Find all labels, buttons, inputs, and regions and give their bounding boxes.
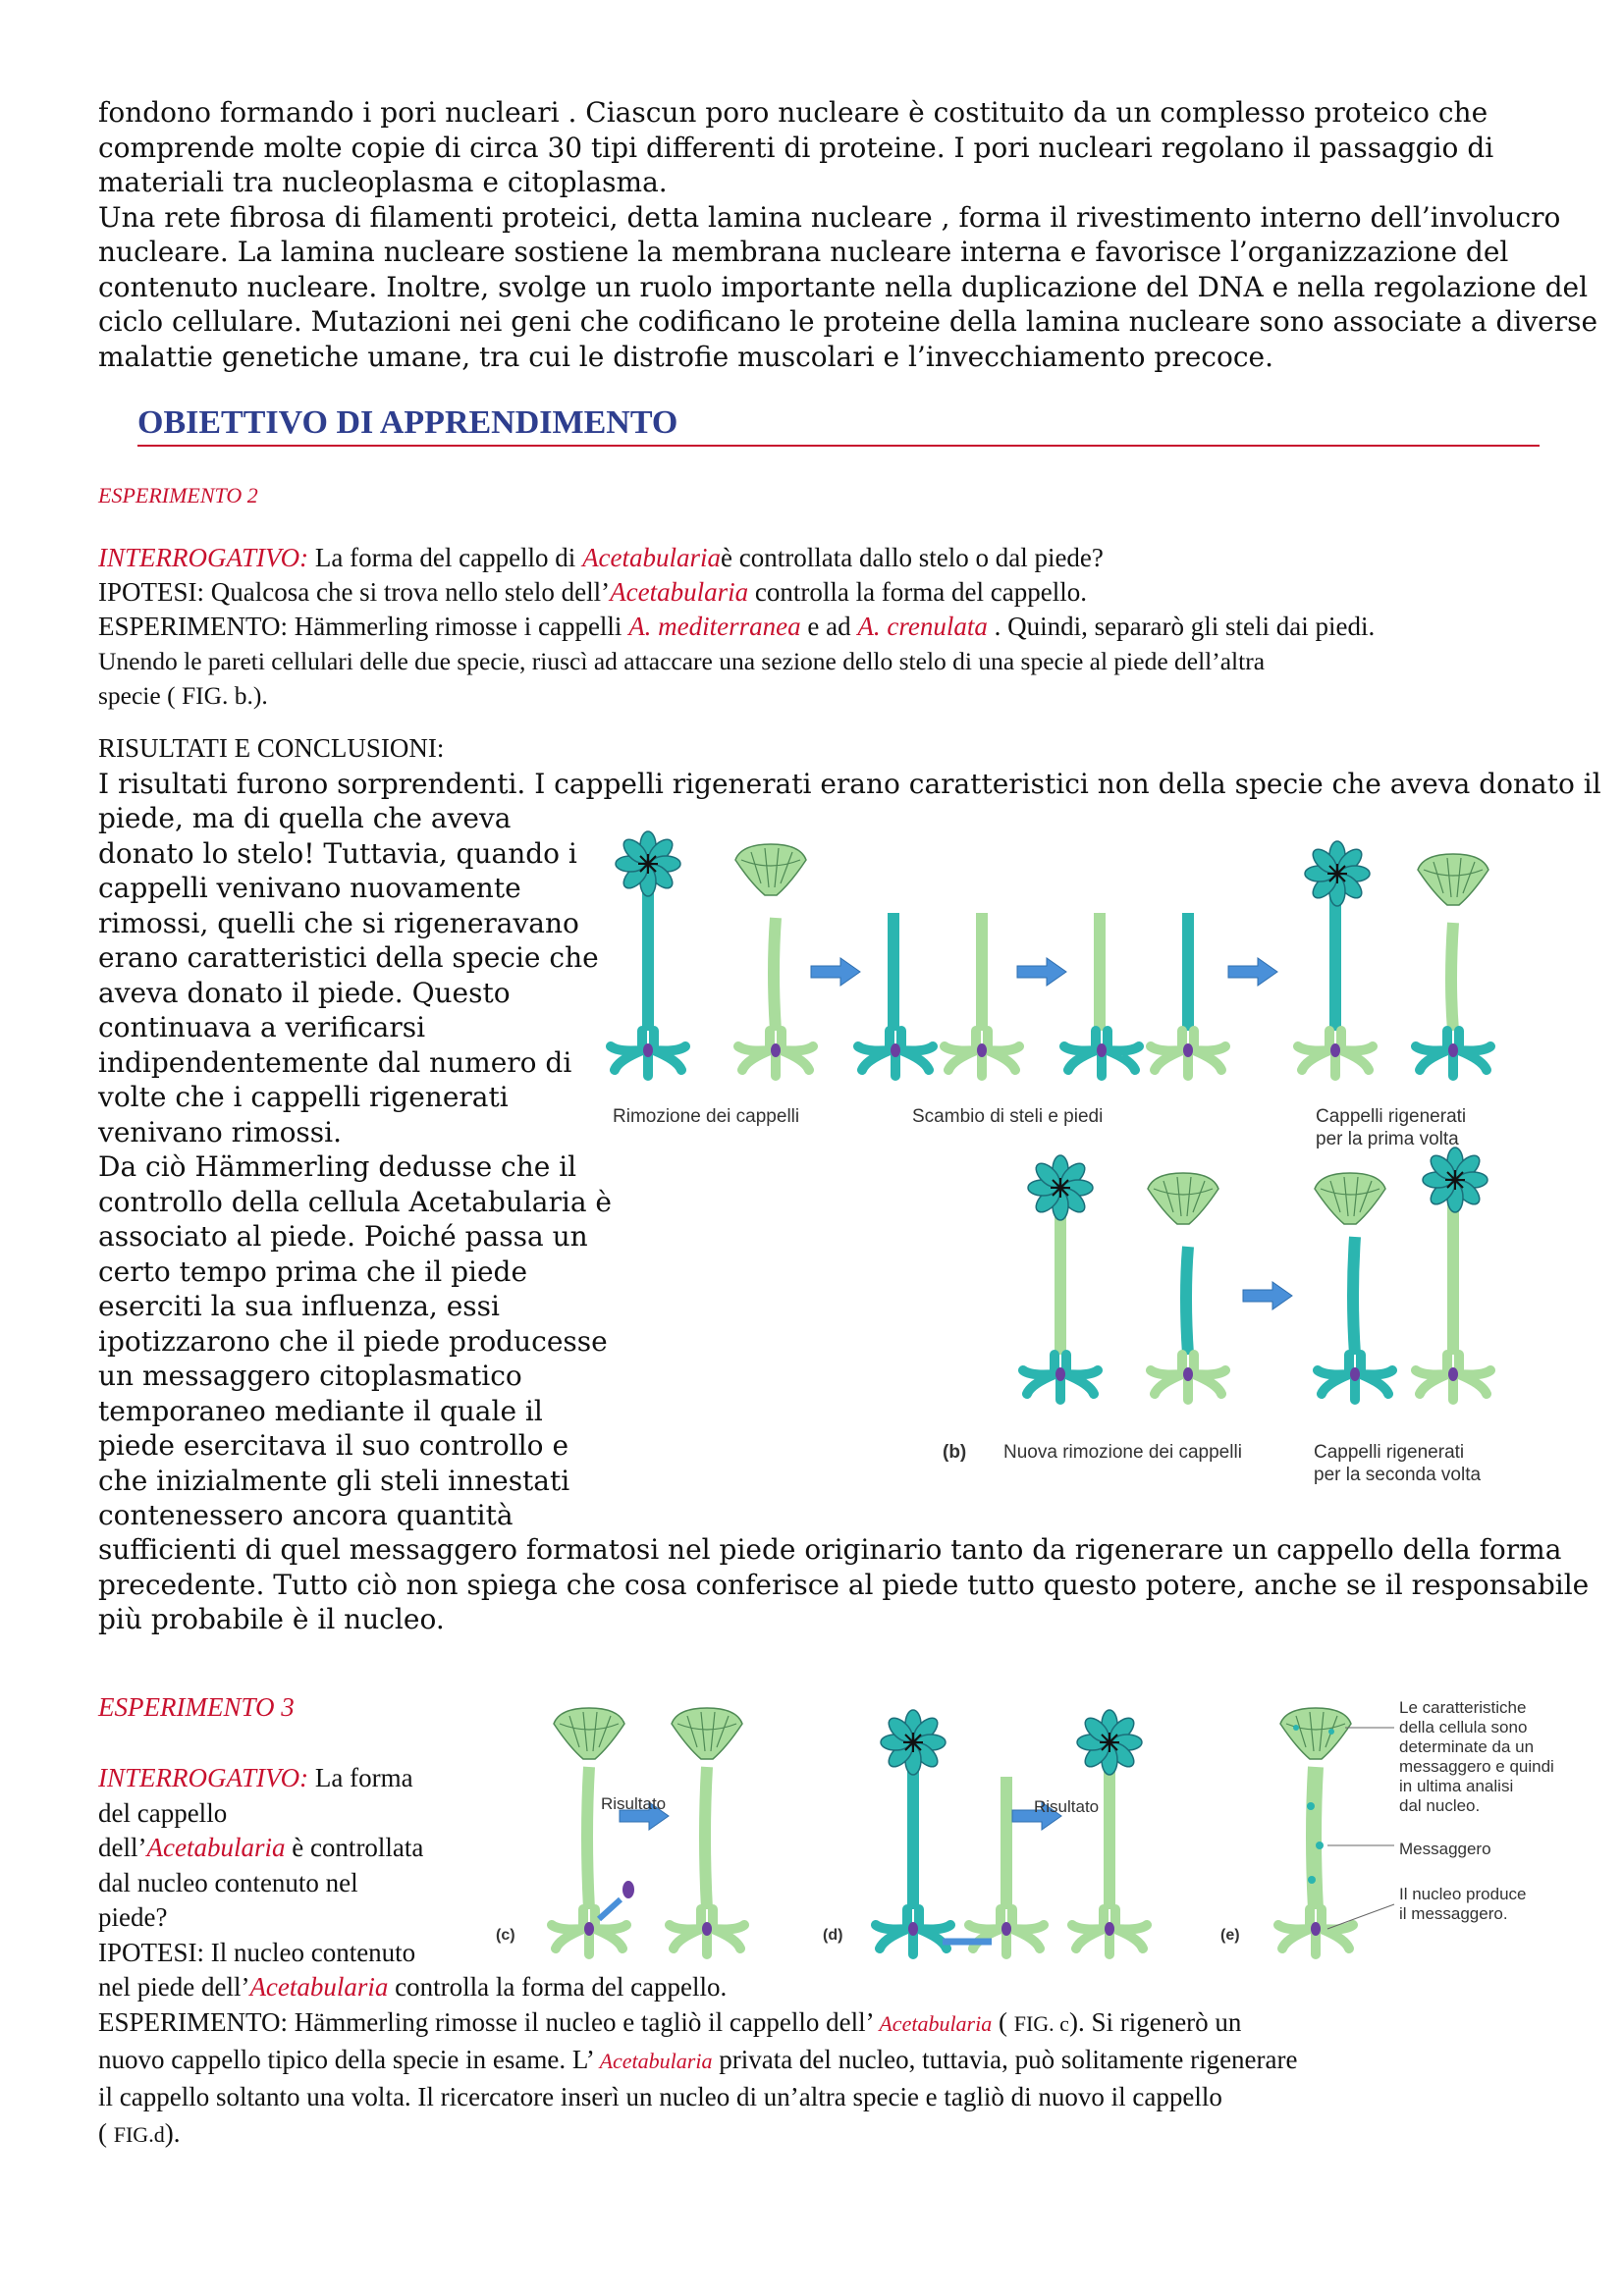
panel-c-cell-2: [670, 1708, 744, 1954]
fig-caption-line: per la seconda volta: [1314, 1465, 1482, 1485]
question-label: INTERROGATIVO:: [98, 543, 309, 572]
panel-label: (c): [496, 1927, 515, 1944]
experiment-text: ESPERIMENTO: Hämmerling rimosse i cappelli: [98, 612, 629, 641]
panel-d-cell-1: [876, 1710, 1044, 1954]
exp2-label: ESPERIMENTO 2: [98, 483, 258, 507]
arrow-icon: [1228, 958, 1277, 986]
cells-swap: [858, 913, 1019, 1076]
question-text: è controllata: [285, 1833, 424, 1862]
results-line: continuava a verificarsi: [98, 1011, 426, 1043]
cells-regenerated-2: [1315, 1148, 1490, 1400]
fig-note-line: della cellula sono: [1399, 1718, 1528, 1736]
fig-note-line: messaggero e quindi: [1399, 1757, 1554, 1776]
results-line: temporaneo mediante il quale il: [98, 1394, 543, 1427]
exp2-question: [98, 541, 1542, 575]
results-line: un messaggero citoplasmatico: [98, 1360, 522, 1392]
results-line: sufficienti di quel messaggero formatosi nel piede originario tanto da rigenerare un cappello della forma: [98, 1533, 1562, 1566]
exp2-experiment-line: specie ( FIG. b.).: [98, 681, 268, 710]
results-line: che inizialmente gli steli innestati: [98, 1464, 570, 1497]
result-label: Risultato: [601, 1794, 667, 1813]
nucleus-icon: [622, 1881, 634, 1898]
intro-line: materiali tra nucleoplasma e citoplasma.: [98, 166, 668, 198]
arrow-icon: [1017, 958, 1066, 986]
hypothesis-text: controlla la forma del cappello.: [748, 577, 1087, 607]
species-name: Acetabularia: [599, 2049, 713, 2073]
intro-line: ciclo cellulare. Mutazioni nei geni che codificano le proteine della lamina nucleare sono associate a diverse: [98, 305, 1598, 338]
fig-note-line: dal nucleo.: [1399, 1796, 1481, 1815]
results-line: Da ciò Hämmerling dedusse che il: [98, 1150, 577, 1183]
results-line: certo tempo prima che il piede: [98, 1255, 528, 1288]
experiment-text: nuovo cappello tipico della specie in esame. L’: [98, 2045, 600, 2074]
fig-note: [1399, 1698, 1554, 1816]
question-text: è controllata dallo stelo o dal piede?: [721, 543, 1104, 572]
exp2-hypothesis: [98, 575, 1542, 610]
fig-ref: FIG. c: [1013, 2011, 1069, 2036]
results-line: erano caratteristici della specie che: [98, 941, 599, 974]
experiment-text: ).: [164, 2118, 181, 2148]
exp3-experiment: [98, 2004, 1298, 2153]
exp3-label: ESPERIMENTO 3: [98, 1692, 295, 1722]
species-name: Acetabularia: [610, 577, 749, 607]
species-name: Acetabularia: [146, 1833, 286, 1862]
results-line: associato al piede. Poiché passa un: [98, 1220, 588, 1253]
results-line: donato lo stelo! Tuttavia, quando i: [98, 836, 577, 870]
intro-line: nucleare. La lamina nucleare sostiene la membrana nucleare interna e favorisce l’organizzazione del: [98, 236, 1509, 268]
panel-label: (b): [943, 1442, 967, 1463]
experiment-text: ). Si rigenerò un: [1068, 2007, 1242, 2037]
results-line: piede esercitava il suo controllo e: [98, 1429, 569, 1462]
exp2-experiment: [98, 610, 1542, 644]
section-heading: [137, 404, 1540, 447]
fig-note-line: Il nucleo produce: [1399, 1885, 1527, 1903]
cells-regenerated-1: [1298, 841, 1490, 1076]
exp2-experiment-line: Unendo le pareti cellulari delle due specie, riuscì ad attaccare una sezione dello stelo di una specie al piede dell’altra: [98, 647, 1266, 675]
fig-caption: [1316, 1105, 1466, 1150]
panel-c-cell-1: [552, 1708, 626, 1954]
arrow-icon: [599, 1899, 621, 1919]
hypothesis-text: IPOTESI: Qualcosa che si trova nello stelo dell’: [98, 577, 611, 607]
results-line: piede, ma di quella che aveva: [98, 802, 512, 834]
fig-caption: Rimozione dei cappelli: [613, 1106, 800, 1127]
fig-note: [1399, 1885, 1526, 1924]
fig-caption: Scambio di steli e piedi: [912, 1106, 1104, 1127]
results-line: cappelli venivano nuovamente: [98, 872, 521, 904]
experiment-text: (: [98, 2118, 114, 2148]
species-name: A. crenulata: [857, 612, 988, 641]
species-name: A. mediterranea: [628, 612, 801, 641]
arrow-icon: [1243, 1282, 1292, 1309]
fig-caption-line: Cappelli rigenerati: [1316, 1106, 1467, 1127]
fig-note-line: il messaggero.: [1399, 1904, 1508, 1923]
experiment-text: . Quindi, separarò gli steli dai piedi.: [987, 612, 1376, 641]
fig-caption-line: per la prima volta: [1316, 1129, 1459, 1149]
results-line: ipotizzarono che il piede producesse: [98, 1324, 608, 1358]
question-text: La forma: [308, 1763, 413, 1792]
fig-caption-line: Cappelli rigenerati: [1314, 1442, 1465, 1463]
experiment-text: (: [992, 2007, 1014, 2037]
figure-b: [589, 825, 1512, 1492]
panel-label: (e): [1220, 1927, 1240, 1944]
hypothesis-text: controlla la forma del cappello.: [388, 1972, 728, 2002]
cell-green-cup: [735, 844, 813, 1076]
results-line: eserciti la sua influenza, essi: [98, 1290, 500, 1322]
intro-line: fondono formando i pori nucleari . Ciascun poro nucleare è costituito da un complesso proteico che: [98, 96, 1488, 129]
fig-note-line: Le caratteristiche: [1399, 1698, 1527, 1717]
question-text: dal nucleo contenuto nel: [98, 1867, 358, 1897]
intro-paragraph: [98, 95, 1597, 374]
question-text: del cappello: [98, 1797, 228, 1828]
experiment-text: il cappello soltanto una volta. Il ricercatore inserì un nucleo di un’altra specie e tagliò di nuovo il cappello: [98, 2082, 1222, 2111]
cells-grafted: [1064, 913, 1225, 1076]
results-line: indipendentemente dal numero di: [98, 1045, 572, 1079]
cell-teal-star: [611, 831, 685, 1076]
results-first-line: I risultati furono sorprendenti. I cappelli rigenerati erano caratteristici non della specie che aveva donato il: [98, 768, 1601, 800]
cells-second-removal: [1023, 1155, 1225, 1400]
species-name: Acetabularia: [582, 543, 722, 572]
intro-line: comprende molte copie di circa 30 tipi differenti di proteine. I pori nucleari regolano il passaggio di: [98, 131, 1494, 164]
results-line: aveva donato il piede. Questo: [98, 976, 511, 1009]
fig-note-line: determinate da un: [1399, 1737, 1535, 1756]
experiment-text: e ad: [800, 612, 858, 641]
results-line: volte che i cappelli rigenerati: [98, 1081, 509, 1113]
results-line: rimossi, quelli che si rigeneravano: [98, 906, 579, 939]
intro-line: contenuto nucleare. Inoltre, svolge un ruolo importante nella duplicazione del DNA e nella regolazione del: [98, 270, 1589, 303]
results-label: RISULTATI E CONCLUSIONI:: [98, 733, 445, 763]
experiment-text: privata del nucleo, tuttavia, può solitamente rigenerare: [712, 2045, 1298, 2074]
results-line: contenessero ancora quantità: [98, 1499, 514, 1531]
question-text: La forma del cappello di: [308, 543, 583, 572]
fig-note-line: in ultima analisi: [1399, 1777, 1514, 1795]
fig-caption: Nuova rimozione dei cappelli: [1003, 1442, 1242, 1463]
results-column: [98, 801, 612, 1533]
question-text: dell’: [98, 1833, 147, 1862]
panel-e-cell: [1278, 1708, 1394, 1954]
panel-label: (d): [823, 1927, 843, 1944]
experiment-text: ESPERIMENTO: Hämmerling rimosse il nucleo e tagliò il cappello dell’: [98, 2007, 880, 2037]
results-line: più probabile è il nucleo.: [98, 1603, 445, 1635]
intro-line: malattie genetiche umane, tra cui le distrofie muscolari e l’invecchiamento precoce.: [98, 340, 1273, 373]
results-line: precedente. Tutto ciò non spiega che cosa conferisce al piede tutto questo potere, anche se il responsabile: [98, 1568, 1590, 1601]
fig-note: Messaggero: [1399, 1840, 1491, 1858]
arrow-icon: [811, 958, 860, 986]
question-label: INTERROGATIVO:: [98, 1763, 309, 1792]
fig-caption: [1314, 1441, 1481, 1486]
results-line: controllo della cellula Acetabularia è: [98, 1185, 613, 1218]
results-line: venivano rimossi.: [98, 1115, 343, 1148]
hypothesis-text: IPOTESI: Il nucleo contenuto: [98, 1937, 416, 1967]
results-end: [98, 1532, 1589, 1637]
species-name: Acetabularia: [879, 2011, 993, 2036]
result-label: Risultato: [1034, 1797, 1100, 1816]
section-heading-text: OBIETTIVO DI APPRENDIMENTO: [137, 404, 678, 441]
fig-ref: FIG.d: [113, 2122, 165, 2147]
exp2-body: [98, 541, 1542, 713]
intro-line: Una rete fibrosa di filamenti proteici, detta lamina nucleare , forma il rivestimento interno dell’involucro: [98, 200, 1561, 234]
hypothesis-text: nel piede dell’: [98, 1972, 250, 2002]
question-text: piede?: [98, 1902, 168, 1932]
panel-d-cell-2: [1072, 1710, 1147, 1954]
species-name: Acetabularia: [249, 1972, 389, 2002]
